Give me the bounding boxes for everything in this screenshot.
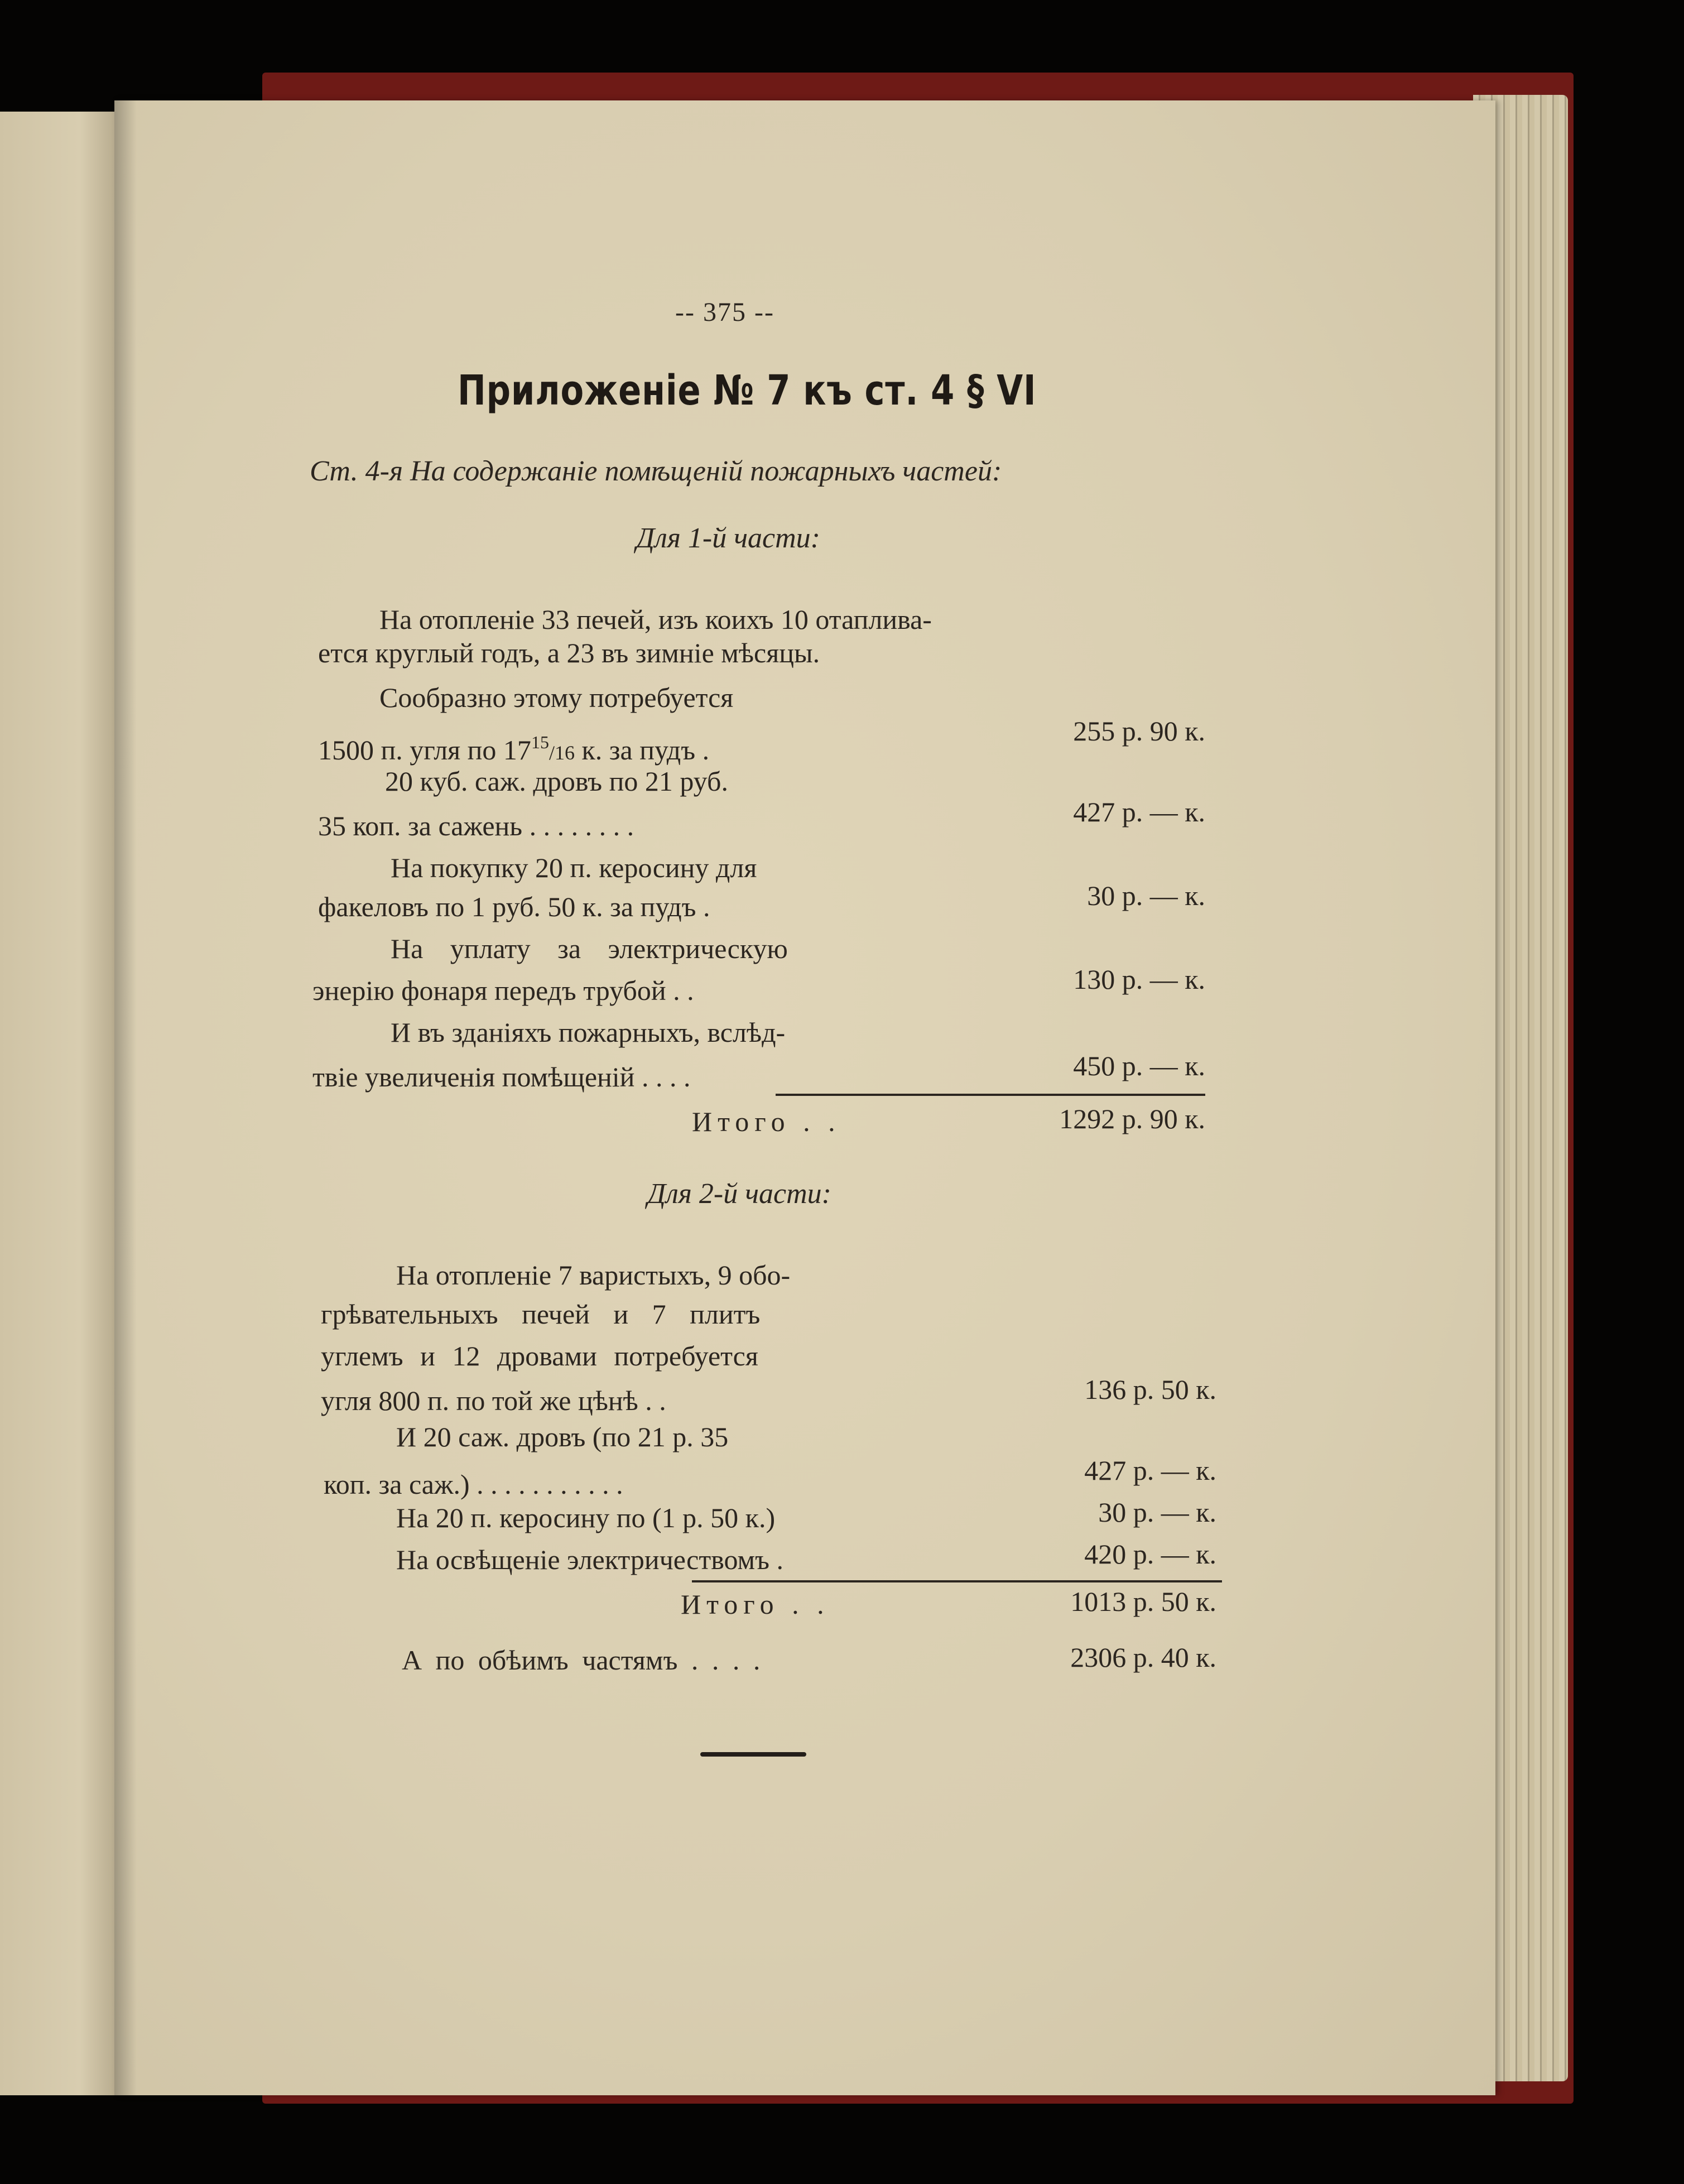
part2-item-line: На освѣщенiе электричествомъ . bbox=[396, 1544, 784, 1575]
part1-item-line: На покупку 20 п. керосину для bbox=[391, 852, 757, 883]
part2-total-amount: 1013 р. 50 к. bbox=[1070, 1586, 1216, 1617]
part1-item-text: к. за пудъ . bbox=[574, 734, 710, 766]
part2-intro-line: На отопленiе 7 варистыхъ, 9 обо- bbox=[396, 1259, 791, 1291]
part1-item-line: 20 куб. саж. дровъ по 21 руб. bbox=[385, 766, 728, 797]
part2-item-line: На 20 п. керосину по (1 р. 50 к.) bbox=[396, 1502, 776, 1533]
part1-item-line: энерiю фонаря передъ трубой . . bbox=[312, 975, 694, 1006]
part2-intro-line: грѣвательныхъ печей и 7 плитъ bbox=[321, 1298, 761, 1330]
part1-item-text: 1500 п. угля по 17 bbox=[318, 734, 531, 766]
part1-item-line bbox=[318, 725, 709, 769]
part2-item-amount: 420 р. — к. bbox=[1084, 1538, 1216, 1570]
part2-item-amount: 30 р. — к. bbox=[1098, 1497, 1216, 1528]
page-gutter-shadow bbox=[114, 100, 137, 2095]
part1-item-line: На уплату за электрическую bbox=[391, 933, 788, 964]
page-title: Приложенiе № 7 къ ст. 4 § VI bbox=[458, 367, 1037, 415]
part1-item-amount: 450 р. — к. bbox=[1073, 1050, 1205, 1081]
part2-item-line: угля 800 п. по той же цѣнѣ . . bbox=[321, 1385, 666, 1416]
part2-item-line: И 20 саж. дровъ (по 21 р. 35 bbox=[396, 1421, 729, 1452]
left-page bbox=[0, 112, 114, 2095]
part1-item-line: Сообразно этому потребуется bbox=[379, 682, 734, 713]
grand-total-label: А по обѣимъ частямъ . . . . bbox=[402, 1644, 761, 1676]
part2-total-label: Итого . . bbox=[681, 1589, 830, 1620]
part2-heading: Для 2-й части: bbox=[647, 1178, 832, 1210]
sum-rule bbox=[692, 1580, 1222, 1582]
grand-total-amount: 2306 р. 40 к. bbox=[1070, 1642, 1216, 1673]
sum-rule bbox=[776, 1094, 1205, 1096]
part2-item-amount: 136 р. 50 к. bbox=[1084, 1374, 1216, 1405]
part2-item-amount: 427 р. — к. bbox=[1084, 1455, 1216, 1486]
part1-total-amount: 1292 р. 90 к. bbox=[1059, 1103, 1205, 1134]
part1-item-line: твiе увеличенiя помѣщенiй . . . . bbox=[312, 1061, 691, 1093]
closing-ornament-rule bbox=[700, 1752, 806, 1757]
part1-item-line: факеловъ по 1 руб. 50 к. за пудъ . bbox=[318, 891, 710, 922]
part1-item-amount: 130 р. — к. bbox=[1073, 964, 1205, 995]
part1-item-line: 35 коп. за сажень . . . . . . . . bbox=[318, 810, 634, 841]
part1-item-amount: 427 р. — к. bbox=[1073, 796, 1205, 828]
fraction-numerator: 15 bbox=[531, 732, 549, 752]
part1-item-amount: 30 р. — к. bbox=[1087, 880, 1205, 911]
section-heading: Ст. 4-я На содержанiе помѣщенiй пожарныхъ частей: bbox=[310, 455, 1002, 487]
part1-heading: Для 1-й части: bbox=[636, 522, 821, 554]
part1-item-line: И въ зданiяхъ пожарныхъ, вслѣд- bbox=[391, 1017, 786, 1048]
part1-total-label: Итого . . bbox=[692, 1106, 841, 1137]
part1-item-amount: 255 р. 90 к. bbox=[1073, 715, 1205, 747]
fraction-denominator: /16 bbox=[548, 742, 575, 764]
part2-item-line: коп. за саж.) . . . . . . . . . . . bbox=[324, 1469, 623, 1500]
part1-intro-line: ется круглый годъ, а 23 въ зимнiе мѣсяцы. bbox=[318, 637, 820, 668]
part1-intro-line: На отопленiе 33 печей, изъ коихъ 10 отаплива- bbox=[379, 604, 932, 635]
part2-intro-line: углемъ и 12 дровами потребуется bbox=[321, 1340, 758, 1372]
page-number: -- 375 -- bbox=[675, 297, 774, 327]
